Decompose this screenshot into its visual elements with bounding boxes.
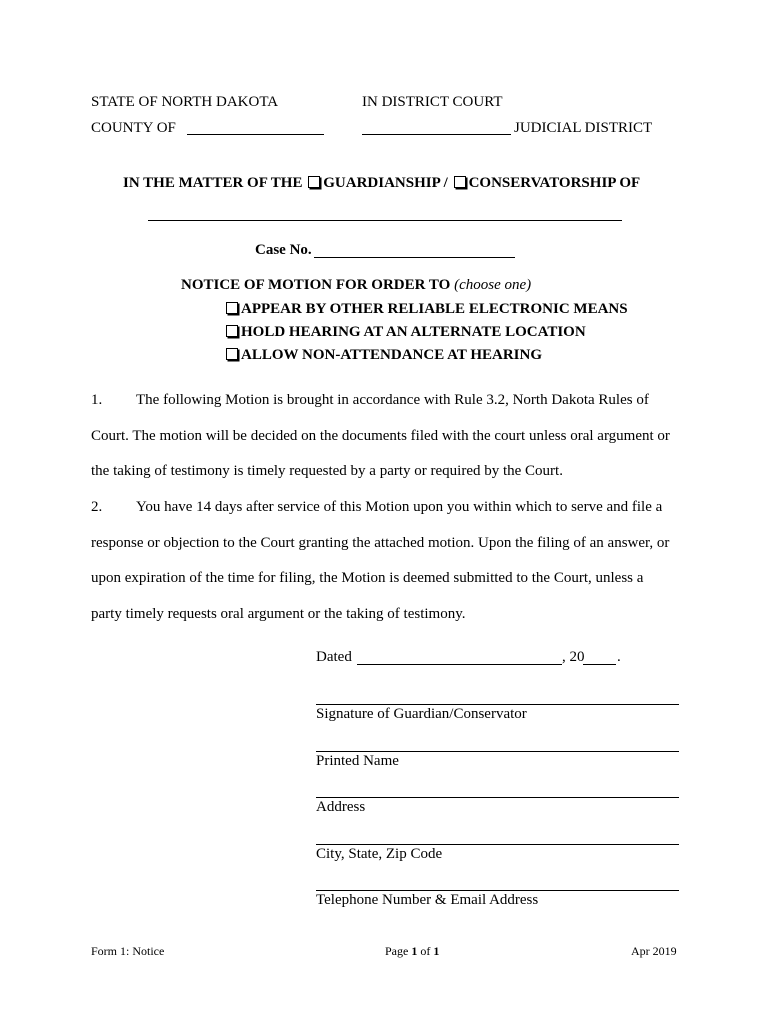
address-line[interactable] <box>316 797 679 798</box>
electronic-means-checkbox[interactable] <box>226 302 238 314</box>
conservatorship-label: CONSERVATORSHIP OF <box>468 175 641 191</box>
city-state-zip-line[interactable] <box>316 844 679 845</box>
signature-line[interactable] <box>316 704 679 705</box>
notice-option-3 <box>224 347 542 364</box>
printed-name-label: Printed Name <box>316 753 399 769</box>
notice-option-label: APPEAR BY OTHER RELIABLE ELECTRONIC MEANS <box>241 301 628 317</box>
phone-email-line[interactable] <box>316 890 679 891</box>
notice-option-label: HOLD HEARING AT AN ALTERNATE LOCATION <box>241 324 586 340</box>
year-suffix: . <box>617 649 621 665</box>
notice-option-label: ALLOW NON-ATTENDANCE AT HEARING <box>241 347 543 363</box>
paragraph-2-line: response or objection to the Court granting the attached motion. Upon the filing of an answer, or <box>91 535 670 551</box>
page-total: 1 <box>433 944 440 958</box>
ward-name-blank-line[interactable] <box>148 220 622 221</box>
paragraph-2-line: You have 14 days after service of this Motion upon you within which to serve and file a <box>136 499 663 515</box>
year-prefix: , 20 <box>562 649 585 665</box>
alternate-location-checkbox[interactable] <box>226 325 238 337</box>
city-state-zip-label: City, State, Zip Code <box>316 846 443 862</box>
signature-label: Signature of Guardian/Conservator <box>316 706 527 722</box>
matter-prefix: IN THE MATTER OF THE <box>123 175 303 191</box>
court-label: IN DISTRICT COURT <box>362 94 503 110</box>
address-label: Address <box>316 799 366 815</box>
county-label: COUNTY OF <box>91 120 176 136</box>
notice-title-line <box>181 277 531 294</box>
page-word: Page <box>385 944 409 958</box>
guardianship-checkbox[interactable] <box>308 176 320 188</box>
dated-blank-line[interactable] <box>357 664 562 665</box>
paragraph-1-line: the taking of testimony is timely requested by a party or required by the Court. <box>91 463 563 479</box>
printed-name-line[interactable] <box>316 751 679 752</box>
non-attendance-checkbox[interactable] <box>226 348 238 360</box>
paragraph-2-line: party timely requests oral argument or the taking of testimony. <box>91 606 466 622</box>
case-number-blank-line[interactable] <box>314 257 515 258</box>
page-current: 1 <box>411 944 418 958</box>
form-label: Form 1: Notice <box>91 944 165 958</box>
paragraph-1-line: The following Motion is brought in accordance with Rule 3.2, North Dakota Rules of <box>136 392 649 408</box>
district-label: JUDICIAL DISTRICT <box>514 120 653 136</box>
paragraph-1-number: 1. <box>91 392 103 408</box>
district-blank-line[interactable] <box>362 134 511 135</box>
case-number-label: Case No. <box>255 242 312 258</box>
county-blank-line[interactable] <box>187 134 324 135</box>
page-of: of <box>420 944 431 958</box>
paragraph-1-line: Court. The motion will be decided on the documents filed with the court unless oral argument or <box>91 428 670 444</box>
dated-label: Dated <box>316 649 352 665</box>
notice-option-1 <box>224 301 628 318</box>
phone-email-label: Telephone Number & Email Address <box>316 892 539 908</box>
notice-title: NOTICE OF MOTION FOR ORDER TO <box>181 277 451 293</box>
paragraph-2-number: 2. <box>91 499 103 515</box>
guardianship-label: GUARDIANSHIP / <box>323 175 448 191</box>
choose-one-hint: (choose one) <box>454 277 532 293</box>
page-indicator <box>385 944 439 959</box>
year-blank-line[interactable] <box>583 664 616 665</box>
conservatorship-checkbox[interactable] <box>454 176 466 188</box>
form-date: Apr 2019 <box>631 944 677 958</box>
matter-heading <box>123 175 640 192</box>
paragraph-2-line: upon expiration of the time for filing, the Motion is deemed submitted to the Court, unless a <box>91 570 644 586</box>
notice-option-2 <box>224 324 586 341</box>
state-label: STATE OF NORTH DAKOTA <box>91 94 279 110</box>
